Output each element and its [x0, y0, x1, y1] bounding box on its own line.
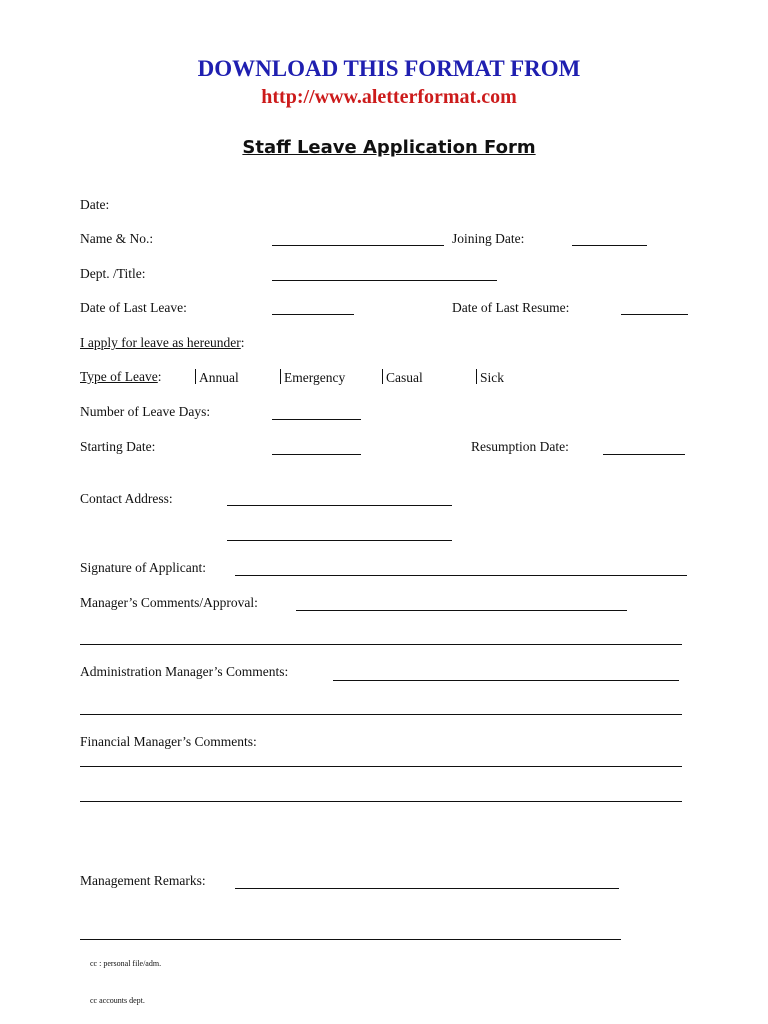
- contact-address-field-1[interactable]: [227, 505, 452, 506]
- leave-option-label: Annual: [199, 370, 239, 385]
- leave-days-field[interactable]: [272, 419, 361, 420]
- resumption-date-field[interactable]: [603, 454, 685, 455]
- financial-comments-field-2[interactable]: [80, 801, 682, 802]
- last-resume-label: Date of Last Resume:: [452, 300, 570, 315]
- dept-title-field[interactable]: [272, 280, 497, 281]
- starting-date-field[interactable]: [272, 454, 361, 455]
- leave-option-emergency[interactable]: [280, 369, 345, 386]
- checkbox-bar-icon: [195, 369, 196, 384]
- admin-comments-field-2[interactable]: [80, 714, 682, 715]
- contact-address-field-2[interactable]: [227, 540, 452, 541]
- download-heading: DOWNLOAD THIS FORMAT FROM: [197, 56, 581, 81]
- name-no-label: Name & No.:: [80, 231, 154, 246]
- leave-option-label: Casual: [386, 370, 423, 385]
- starting-date-label: Starting Date:: [80, 439, 156, 454]
- management-remarks-field[interactable]: [235, 888, 619, 889]
- apply-heading-colon: :: [240, 335, 245, 350]
- leave-option-label: Emergency: [284, 370, 346, 385]
- name-no-field[interactable]: [272, 245, 444, 246]
- leave-option-label: Sick: [480, 370, 505, 385]
- leave-option-casual[interactable]: [382, 369, 423, 386]
- signature-label: Signature of Applicant:: [80, 560, 206, 575]
- form-title: Staff Leave Application Form: [242, 137, 536, 158]
- joining-date-label: Joining Date:: [452, 231, 525, 246]
- signature-field[interactable]: [235, 575, 687, 576]
- cc-personal-file: cc : personal file/adm.: [90, 959, 162, 968]
- management-remarks-field-2[interactable]: [80, 939, 621, 940]
- joining-date-field[interactable]: [572, 245, 647, 246]
- financial-comments-label: Financial Manager’s Comments:: [80, 734, 257, 749]
- leave-option-sick[interactable]: [476, 369, 504, 386]
- type-of-leave-label: [80, 369, 162, 385]
- financial-comments-field-1[interactable]: [80, 766, 682, 767]
- leave-option-annual[interactable]: [195, 369, 239, 386]
- date-label: Date:: [80, 197, 110, 212]
- checkbox-bar-icon: [280, 369, 281, 384]
- admin-comments-field[interactable]: [333, 680, 679, 681]
- apply-heading-text: I apply for leave as hereunder: [80, 335, 241, 350]
- manager-comments-label: Manager’s Comments/Approval:: [80, 595, 258, 610]
- contact-address-label: Contact Address:: [80, 491, 173, 506]
- checkbox-bar-icon: [382, 369, 383, 384]
- manager-comments-field-2[interactable]: [80, 644, 682, 645]
- apply-heading: [80, 335, 245, 351]
- cc-accounts: cc accounts dept.: [90, 996, 145, 1005]
- type-of-leave-text: Type of Leave: [80, 369, 158, 384]
- download-url[interactable]: http://www.aletterformat.com: [261, 86, 517, 108]
- dept-title-label: Dept. /Title:: [80, 266, 146, 281]
- last-leave-label: Date of Last Leave:: [80, 300, 187, 315]
- type-of-leave-colon: :: [157, 369, 162, 384]
- manager-comments-field[interactable]: [296, 610, 627, 611]
- resumption-date-label: Resumption Date:: [471, 439, 569, 454]
- checkbox-bar-icon: [476, 369, 477, 384]
- admin-comments-label: Administration Manager’s Comments:: [80, 664, 289, 679]
- last-leave-field[interactable]: [272, 314, 354, 315]
- leave-days-label: Number of Leave Days:: [80, 404, 211, 419]
- last-resume-field[interactable]: [621, 314, 688, 315]
- management-remarks-label: Management Remarks:: [80, 873, 206, 888]
